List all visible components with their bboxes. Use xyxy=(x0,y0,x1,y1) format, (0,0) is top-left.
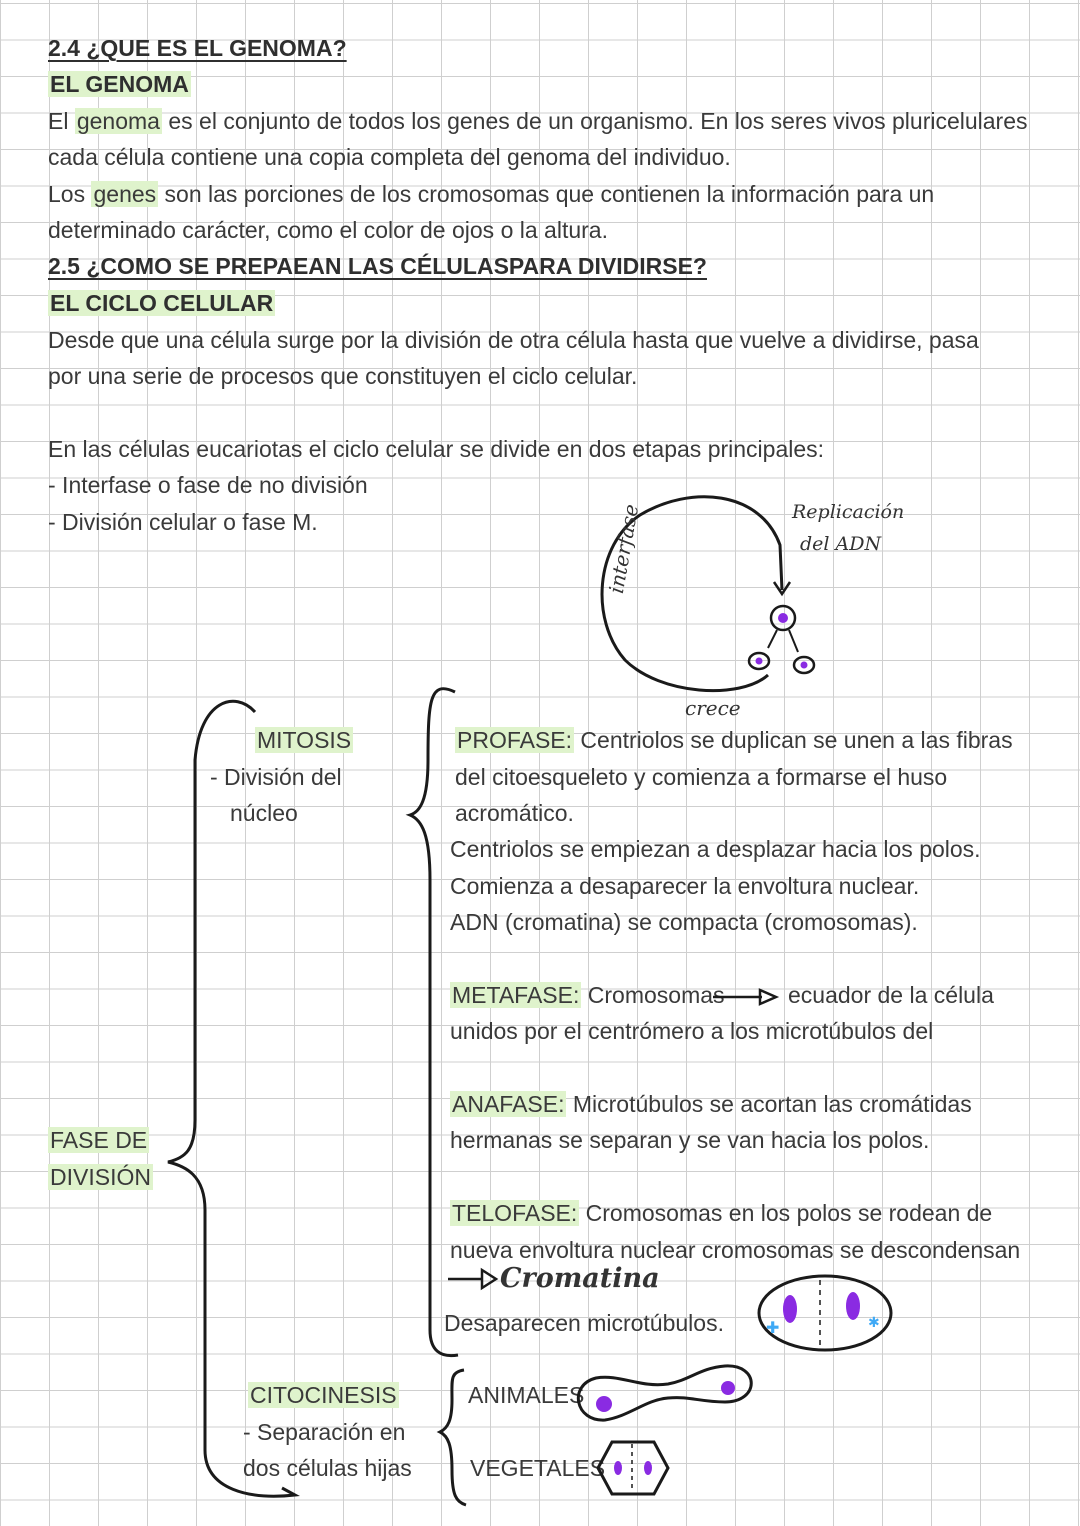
label-replicacion-2: del ADN xyxy=(800,533,882,555)
label-interfase: interfase xyxy=(603,502,644,596)
genoma-subheading-text: EL GENOMA xyxy=(50,71,189,97)
telofase-title: TELOFASE: xyxy=(452,1200,578,1226)
etapas-intro: En las células eucariotas el ciclo celular se divide en dos etapas principales: xyxy=(48,436,825,462)
metafase-line-2: unidos por el centrómero a los microtúbulos del xyxy=(450,1018,934,1044)
anafase-title: ANAFASE: xyxy=(452,1091,565,1117)
p2-prefix: Los xyxy=(48,181,92,207)
list-item-interfase: - Interfase o fase de no división xyxy=(48,472,368,498)
vegetales-label: VEGETALES xyxy=(470,1455,606,1481)
genes-paragraph-line2: determinado carácter, como el color de ojos o la altura. xyxy=(48,217,608,243)
citocinesis-desc-2: dos células hijas xyxy=(243,1455,412,1481)
mitosis-title-text: MITOSIS xyxy=(257,727,352,753)
profase-text-1: Centriolos se duplican se unen a las fibras xyxy=(574,727,1013,753)
cromatina-label: Cromatina xyxy=(500,1263,660,1294)
plant-cell-outline xyxy=(598,1442,668,1494)
p1-prefix: El xyxy=(48,108,75,134)
telofase-text-1: Cromosomas en los polos se rodean de xyxy=(579,1200,993,1226)
animal-nucleus-left xyxy=(596,1396,612,1412)
plant-nucleus-left xyxy=(614,1461,622,1475)
genes-highlight: genes xyxy=(93,181,157,207)
profase-title: PROFASE: xyxy=(457,727,573,753)
anafase-line-2: hermanas se separan y se van hacia los polos. xyxy=(450,1127,930,1153)
telofase-line-2: nueva envoltura nuclear cromosomas se descondensan xyxy=(450,1237,1021,1263)
p2-rest: son las porciones de los cromosomas que contienen la información para un xyxy=(158,181,935,207)
fase-de-text: FASE DE xyxy=(50,1127,148,1153)
metafase-line-1b: ecuador de la célula xyxy=(788,982,994,1008)
citocinesis-desc-1: - Separación en xyxy=(243,1419,406,1445)
section-24-heading: 2.4 ¿QUE ES EL GENOMA? xyxy=(48,35,347,61)
profase-line-5: Comienza a desaparecer la envoltura nuclear. xyxy=(450,873,920,899)
plant-nucleus-right xyxy=(644,1461,652,1475)
genoma-paragraph-1-line2: cada célula contiene una copia completa del genoma del individuo. xyxy=(48,144,731,170)
ciclo-celular-subheading-text: EL CICLO CELULAR xyxy=(50,290,274,316)
mitosis-desc-1: - División del xyxy=(210,764,342,790)
animales-label: ANIMALES xyxy=(468,1382,585,1408)
profase-line-4: Centriolos se empiezan a desplazar hacia los polos. xyxy=(450,836,981,862)
metafase-title: METAFASE: xyxy=(452,982,580,1008)
label-replicacion-1: Replicación xyxy=(792,501,905,523)
anafase-text-1: Microtúbulos se acortan las cromátidas xyxy=(566,1091,972,1117)
telofase-line-4: Desaparecen microtúbulos. xyxy=(444,1310,724,1336)
list-item-division: - División celular o fase M. xyxy=(48,509,318,535)
metafase-text-1a: Cromosomas xyxy=(581,982,725,1008)
profase-line-3: acromático. xyxy=(455,800,574,826)
profase-line-2: del citoesqueleto y comienza a formarse el huso xyxy=(455,764,948,790)
p1-rest: es el conjunto de todos los genes de un organismo. En los seres vivos pluricelulares xyxy=(161,108,1028,134)
division-text: DIVISIÓN xyxy=(50,1164,151,1190)
centriole-mark-left: ✚ xyxy=(766,1318,780,1337)
centriole-mark-right: ✱ xyxy=(868,1315,880,1331)
section-25-heading: 2.5 ¿COMO SE PREPAEAN LAS CÉLULASPARA DIVIDIRSE? xyxy=(48,253,707,279)
profase-line-6: ADN (cromatina) se compacta (cromosomas). xyxy=(450,909,918,935)
animal-nucleus-right xyxy=(721,1381,735,1395)
genoma-highlight: genoma xyxy=(76,108,160,134)
label-crece: crece xyxy=(685,696,741,720)
mitosis-desc-2: núcleo xyxy=(230,800,298,826)
ciclo-paragraph-line2: por una serie de procesos que constituyen el ciclo celular. xyxy=(48,363,638,389)
ciclo-paragraph-line1: Desde que una célula surge por la división de otra célula hasta que vuelve a dividirse, pasa xyxy=(48,327,979,353)
citocinesis-title-text: CITOCINESIS xyxy=(250,1382,397,1408)
